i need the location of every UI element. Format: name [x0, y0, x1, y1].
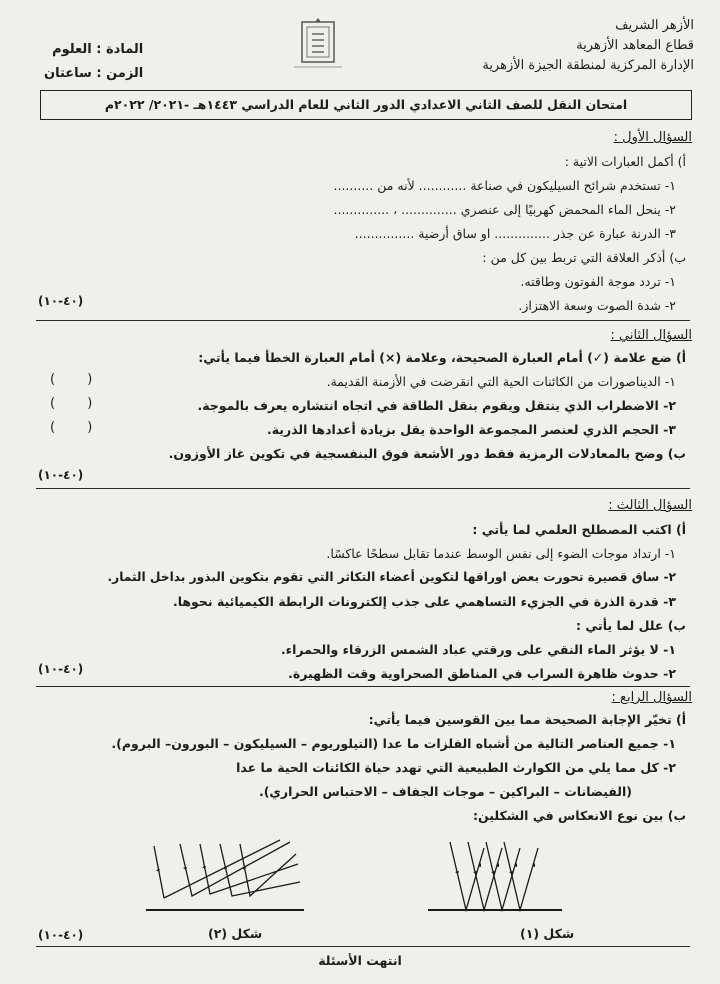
list-item: ٢- شدة الصوت وسعة الاهتزاز.: [518, 298, 676, 313]
exam-meta: [44, 38, 143, 86]
question-heading: السؤال الثاني :: [610, 328, 692, 343]
question-3: [30, 496, 692, 686]
list-item: ٣- الدرنة عبارة عن جذر .............. او ساق أرضية ...............: [354, 226, 676, 241]
answer-blank: ( ): [50, 396, 107, 411]
marks-label: (٤٠-١٠): [38, 662, 84, 676]
list-item: ٢- الاضطراب الذي ينتقل ويقوم بنقل الطاقة في اتجاه انتشاره يعرف بالموجة.: [197, 398, 676, 413]
part-a-label: أ) تخيّر الإجابة الصحيحة مما بين القوسين فيما يأتي:: [368, 712, 686, 727]
question-heading: السؤال الثالث :: [608, 498, 692, 513]
exam-title: امتحان النقل للصف الثاني الاعدادي الدور الثاني للعام الدراسي ١٤٤٣هـ -٢٠٢١/ ٢٠٢٢م: [40, 90, 692, 120]
list-item: ٢- حدوث ظاهرة السراب في المناطق الصحراوية وقت الظهيرة.: [288, 666, 676, 681]
azhar-seal-logo: [290, 14, 346, 70]
section-divider: [36, 946, 690, 947]
list-item: ٣- الحجم الذري لعنصر المجموعة الواحدة يقل بزيادة أعدادها الذرية.: [266, 422, 676, 437]
figure-1-caption: شكل (١): [520, 926, 575, 941]
list-item: ١- تستخدم شرائح السيليكون في صناعة ............ لأنه من ..........: [333, 178, 676, 193]
figure-2-caption: شكل (٢): [208, 926, 263, 941]
question-2: [30, 326, 692, 496]
question-4: [30, 690, 692, 950]
list-item: ١- جميع العناصر التالية من أشباه الفلزات ما عدا (التيلوريوم – السيليكون – البورون– البروم).: [111, 736, 676, 751]
list-item: ٣- قدرة الذرة في الجزيء التساهمي على جذب إلكترونات الرابطة الكيميائية نحوها.: [172, 594, 676, 609]
marks-label: (٤٠-١٠): [38, 294, 84, 308]
answer-blank: ( ): [50, 420, 107, 435]
part-a-label: أ) ضع علامة (✓) أمام العبارة الصحيحة، وعلامة (×) أمام العبارة الخطأ فيما يأتي:: [198, 350, 686, 365]
answer-blank: ( ): [50, 372, 107, 387]
list-item: ١- الديناصورات من الكائنات الحية التي انقرضت في الأزمنة القديمة.: [326, 374, 676, 389]
marks-label: (٤٠-١٠): [38, 468, 84, 482]
institution-header: [482, 16, 694, 76]
figure-1-regular-reflection: [420, 838, 570, 918]
subject-label: المادة : العلوم: [52, 42, 144, 57]
institution-line: الإدارة المركزية لمنطقة الجيزة الأزهرية: [482, 58, 694, 73]
list-item: ١- ارتداد موجات الضوء إلى نفس الوسط عندما تقابل سطحًا عاكسًا.: [326, 546, 676, 561]
list-item: ٢- ينحل الماء المحمض كهربيًا إلى عنصري .............. ، ..............: [333, 202, 676, 217]
list-item: ٢- كل مما يلي من الكوارث الطبيعية التي تهدد حياة الكائنات الحية ما عدا: [236, 760, 676, 775]
part-b-label: ب) علل لما يأتي :: [576, 618, 686, 633]
part-a-label: أ) أكمل العبارات الاتية :: [564, 154, 686, 169]
marks-label: (٤٠-١٠): [38, 928, 84, 942]
question-heading: السؤال الأول :: [613, 130, 692, 145]
part-b-label: ب) أذكر العلاقة التي تربط بين كل من :: [482, 250, 686, 265]
institution-line: قطاع المعاهد الأزهرية: [576, 38, 694, 53]
question-1: [30, 128, 692, 348]
section-divider: [36, 686, 690, 687]
part-b-label: ب) وضح بالمعادلات الرمزية فقط دور الأشعة فوق البنفسجية في تكوين غاز الأوزون.: [168, 446, 686, 461]
list-item: ١- تردد موجة الفوتون وطاقته.: [520, 274, 676, 289]
duration-label: الزمن : ساعتان: [44, 66, 144, 81]
list-item: ١- لا يؤثر الماء النقي على ورقتي عباد الشمس الزرقاء والحمراء.: [280, 642, 676, 657]
part-b-label: ب) بين نوع الانعكاس في الشكلين:: [473, 808, 686, 823]
section-divider: [36, 488, 690, 489]
section-divider: [36, 320, 690, 321]
institution-line: الأزهر الشريف: [615, 18, 694, 33]
figure-2-diffuse-reflection: [140, 838, 310, 918]
question-heading: السؤال الرابع :: [611, 690, 692, 705]
list-item: (الفيضانات – البراكين – موجات الجفاف – الاحتباس الحراري).: [258, 784, 632, 799]
list-item: ٢- ساق قصيرة تحورت بعض اوراقها لتكوين أعضاء التكاثر التي تقوم بتكوين البذور بداخل الثمار.: [107, 570, 676, 584]
end-of-questions: انتهت الأسئلة: [318, 953, 402, 968]
part-a-label: أ) اكتب المصطلح العلمي لما يأتي :: [472, 522, 686, 537]
